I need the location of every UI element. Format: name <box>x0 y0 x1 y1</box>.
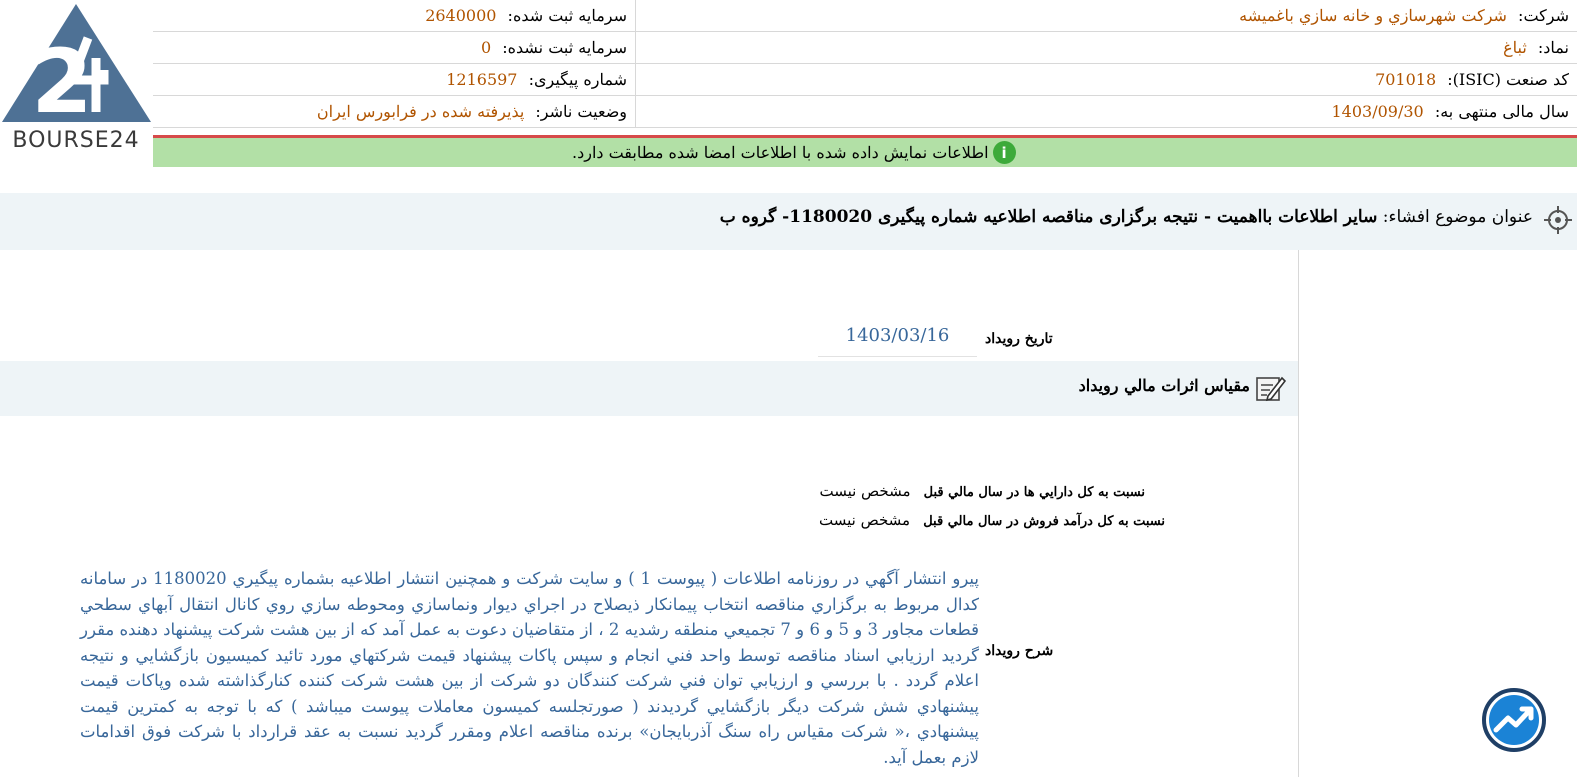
ratio-revenue-value: مشخص نیست <box>819 511 911 529</box>
verification-banner <box>153 138 1577 167</box>
symbol-value[interactable]: ثباغ <box>1503 38 1527 57</box>
tracking-cell <box>153 64 636 96</box>
trend-chart-button[interactable] <box>1482 688 1546 752</box>
side-column-divider <box>1298 250 1299 777</box>
fiscal-year-label: سال مالی منتهی به: <box>1434 102 1569 121</box>
subject-value: سایر اطلاعات بااهمیت - نتیجه برگزاری مناقصه اطلاعیه شماره پیگیری 1180020- گروه ب <box>719 207 1378 227</box>
company-info-table <box>153 0 1577 128</box>
verification-message: اطلاعات نمایش داده شده با اطلاعات امضا شده مطابقت دارد. <box>572 143 989 162</box>
subject-label: عنوان موضوع افشاء: <box>1382 207 1533 227</box>
publisher-status-value: پذيرفته شده در فرابورس ايران <box>316 102 525 121</box>
capital-unregistered-value: 0 <box>480 38 492 57</box>
capital-registered-label: سرمایه ثبت شده: <box>507 6 627 25</box>
event-date-label: تاریخ رویداد <box>985 331 1053 347</box>
symbol-label: نماد: <box>1537 38 1569 57</box>
disclosure-subject <box>720 207 1533 227</box>
fiscal-year-value: 1403/09/30 <box>1331 102 1424 121</box>
capital-registered-cell <box>153 0 636 32</box>
disclosure-subject-bar <box>0 193 1577 250</box>
capital-registered-value: 2640000 <box>425 6 497 25</box>
ratio-assets-value: مشخص نیست <box>819 482 911 500</box>
tracking-value: 1216597 <box>446 70 518 89</box>
svg-text:2: 2 <box>31 30 93 133</box>
company-value[interactable]: شرکت شهرسازي و خانه سازي باغميشه <box>1239 6 1507 25</box>
company-cell <box>636 0 1577 32</box>
fiscal-year-cell <box>636 96 1577 128</box>
edit-form-icon <box>1254 372 1286 404</box>
symbol-cell <box>636 32 1577 64</box>
event-description-text: پيرو انتشار آگهي در روزنامه اطلاعات ( پيوست 1 ) و سايت شرکت و همچنين انتشار اطلاعيه بشماره پيگيري 1180020 در سامانه کدال مربوط به برگزاري مناقصه انتخاب پيمانکار ذيصلاح در اجراي ديوار ونماسازي ومحوطه سازي روي کانال انتقال آبهاي سطحي قطعات مجاور 3 و 5 و 6 و 7 تجميعي منطقه رشديه 2 ، از متقاضيان دعوت به عمل آمد که از بين هشت شرکت پيشنهاد دهنده مقرر گرديد ارزيابي اسناد مناقصه توسط واحد فني انجام و سپس پاکات پيشنهاد قيمت شرکتهاي مورد تائيد کميسيون بازگشايي و نتيجه اعلام گردد . با بررسي و ارزيابي توان فني شرکت کنندگان دو شرکت از بين هشت شرکت کننده کنارگذاشته شده وپاکات قيمت پيشنهادي شش شرکت ديگر بازگشايي گرديدند ( صورتجلسه کميسون معاملات پيوست ميباشد ) که با توجه به کمترين قيمت پيشنهادي ،« شرکت مقياس راه سنگ آذربايجان» برنده مناقصه اعلام ومقرر گرديد نسبت به عقد قرارداد با شرکت فوق اقدامات لازم بعمل آيد. <box>80 569 979 767</box>
logo-text: BOURSE24 <box>12 128 140 152</box>
event-date-value: 1403/03/16 <box>818 322 977 357</box>
isic-cell <box>636 64 1577 96</box>
capital-unregistered-label: سرمایه ثبت نشده: <box>502 38 627 57</box>
target-icon <box>1543 205 1573 235</box>
isic-value: 701018 <box>1375 70 1437 89</box>
company-label: شرکت: <box>1518 6 1569 25</box>
ratio-revenue-label: نسبت به کل درآمد فروش در سال مالي قبل <box>923 514 1165 529</box>
tracking-label: شماره پیگیری: <box>528 70 627 89</box>
capital-unregistered-cell <box>153 32 636 64</box>
event-description-label: شرح رویداد <box>985 643 1054 659</box>
isic-label: کد صنعت (ISIC): <box>1447 70 1569 89</box>
publisher-status-cell <box>153 96 636 128</box>
bourse24-logo <box>0 0 153 152</box>
info-icon: i <box>993 141 1016 164</box>
ratio-row-revenue <box>819 510 1165 529</box>
financial-effects-title: مقياس اثرات مالي رويداد <box>1078 376 1250 395</box>
publisher-status-label: وضعیت ناشر: <box>535 102 627 121</box>
ratio-row-assets <box>819 481 1145 500</box>
ratio-assets-label: نسبت به کل دارايي ها در سال مالي قبل <box>923 485 1145 500</box>
